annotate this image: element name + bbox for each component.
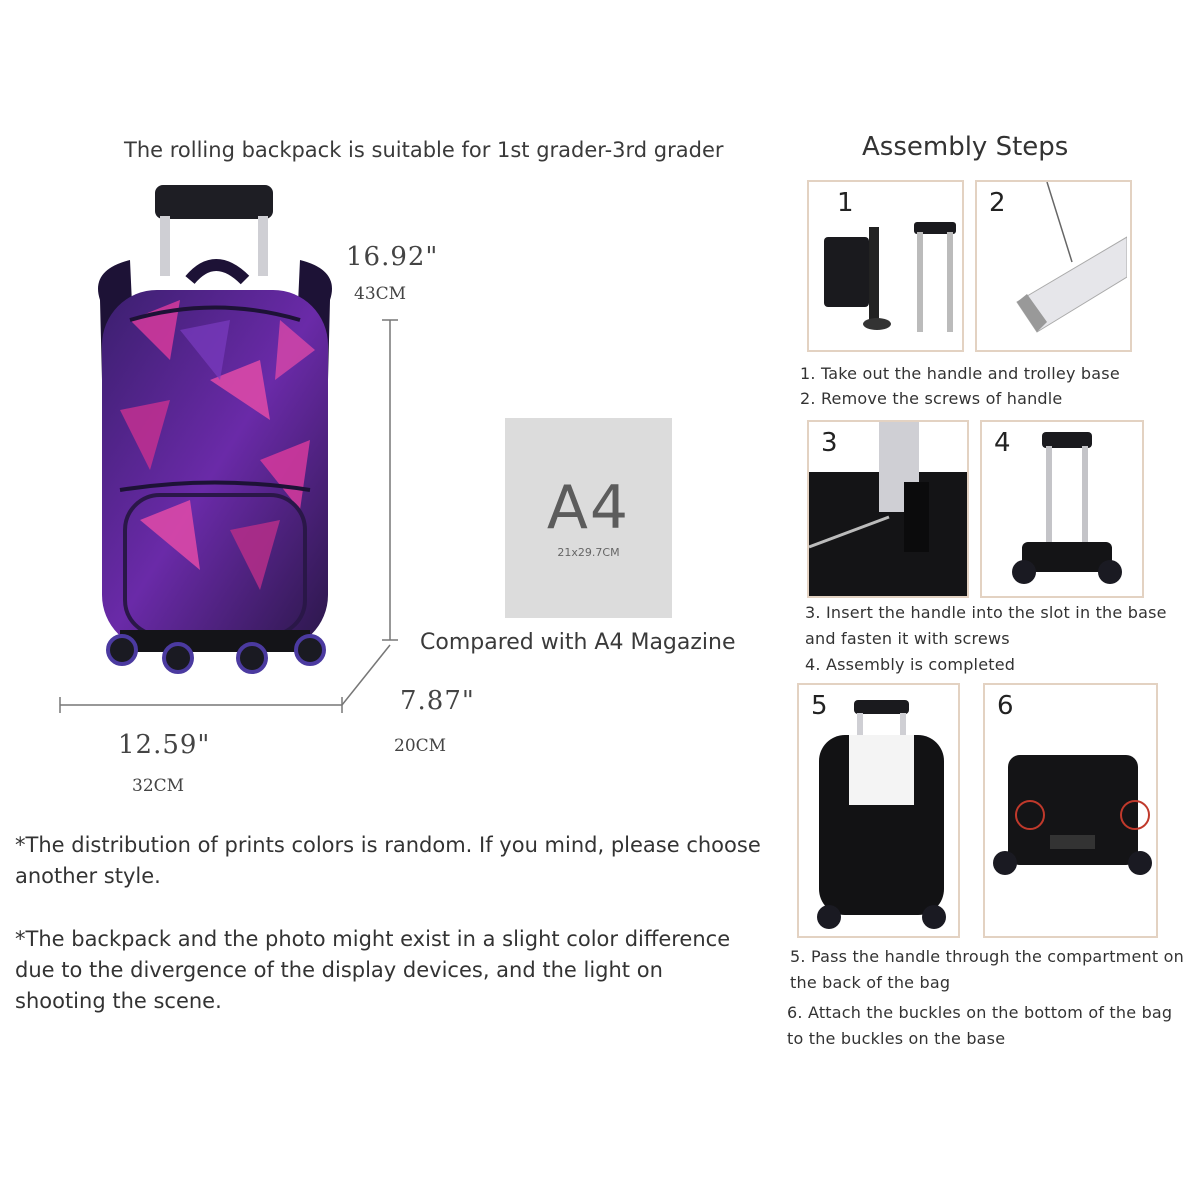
step-number: 4 bbox=[994, 428, 1011, 458]
step-3-panel bbox=[807, 420, 969, 598]
handle-tube-screw-icon bbox=[987, 182, 1127, 352]
width-cm: 32CM bbox=[132, 776, 185, 796]
instruction-1: 1. Take out the handle and trolley base bbox=[800, 364, 1120, 383]
trolley-base-and-handle-icon bbox=[819, 212, 959, 342]
instruction-5-cont: the back of the bag bbox=[790, 973, 951, 992]
buckles-attachment-icon bbox=[990, 745, 1155, 885]
step-number: 1 bbox=[837, 188, 854, 218]
dimension-lines bbox=[50, 300, 450, 720]
step-2-panel bbox=[975, 180, 1132, 352]
suitability-caption: The rolling backpack is suitable for 1st grader-3rd grader bbox=[124, 138, 724, 162]
assembly-steps-title: Assembly Steps bbox=[862, 132, 1069, 162]
step-number: 3 bbox=[821, 428, 838, 458]
color-distribution-note: *The distribution of prints colors is random. If you mind, please choose another style. bbox=[15, 833, 761, 888]
width-inches: 12.59" bbox=[118, 730, 211, 760]
a4-comparison-sheet bbox=[505, 418, 672, 618]
step-6-panel bbox=[983, 683, 1158, 938]
bag-back-with-handle-icon bbox=[809, 695, 954, 935]
a4-caption: Compared with A4 Magazine bbox=[420, 630, 736, 655]
instruction-5: 5. Pass the handle through the compartment on bbox=[790, 947, 1184, 966]
insert-handle-icon bbox=[809, 422, 969, 598]
instruction-2: 2. Remove the screws of handle bbox=[800, 389, 1063, 408]
step-number: 2 bbox=[989, 188, 1006, 218]
instruction-3: 3. Insert the handle into the slot in the base bbox=[805, 603, 1167, 622]
instruction-6-cont: to the buckles on the base bbox=[787, 1029, 1006, 1048]
depth-inches: 7.87" bbox=[400, 686, 475, 716]
step-1-panel bbox=[807, 180, 964, 352]
depth-cm: 20CM bbox=[394, 736, 447, 756]
instruction-4: 4. Assembly is completed bbox=[805, 655, 1016, 674]
step-4-panel bbox=[980, 420, 1144, 598]
assembled-trolley-icon bbox=[1002, 432, 1132, 597]
step-number: 6 bbox=[997, 691, 1014, 721]
a4-size-label: 21x29.7CM bbox=[557, 546, 620, 559]
instruction-6: 6. Attach the buckles on the bottom of the bag bbox=[787, 1003, 1173, 1022]
instruction-3-cont: and fasten it with screws bbox=[805, 629, 1010, 648]
step-number: 5 bbox=[811, 691, 828, 721]
color-difference-note: *The backpack and the photo might exist in a slight color difference due to the divergence of the display devices, and the light on shooting the scene. bbox=[15, 927, 731, 1013]
height-inches: 16.92" bbox=[346, 242, 439, 272]
height-cm: 43CM bbox=[354, 284, 407, 304]
a4-label: A4 bbox=[546, 473, 631, 543]
step-5-panel bbox=[797, 683, 960, 938]
